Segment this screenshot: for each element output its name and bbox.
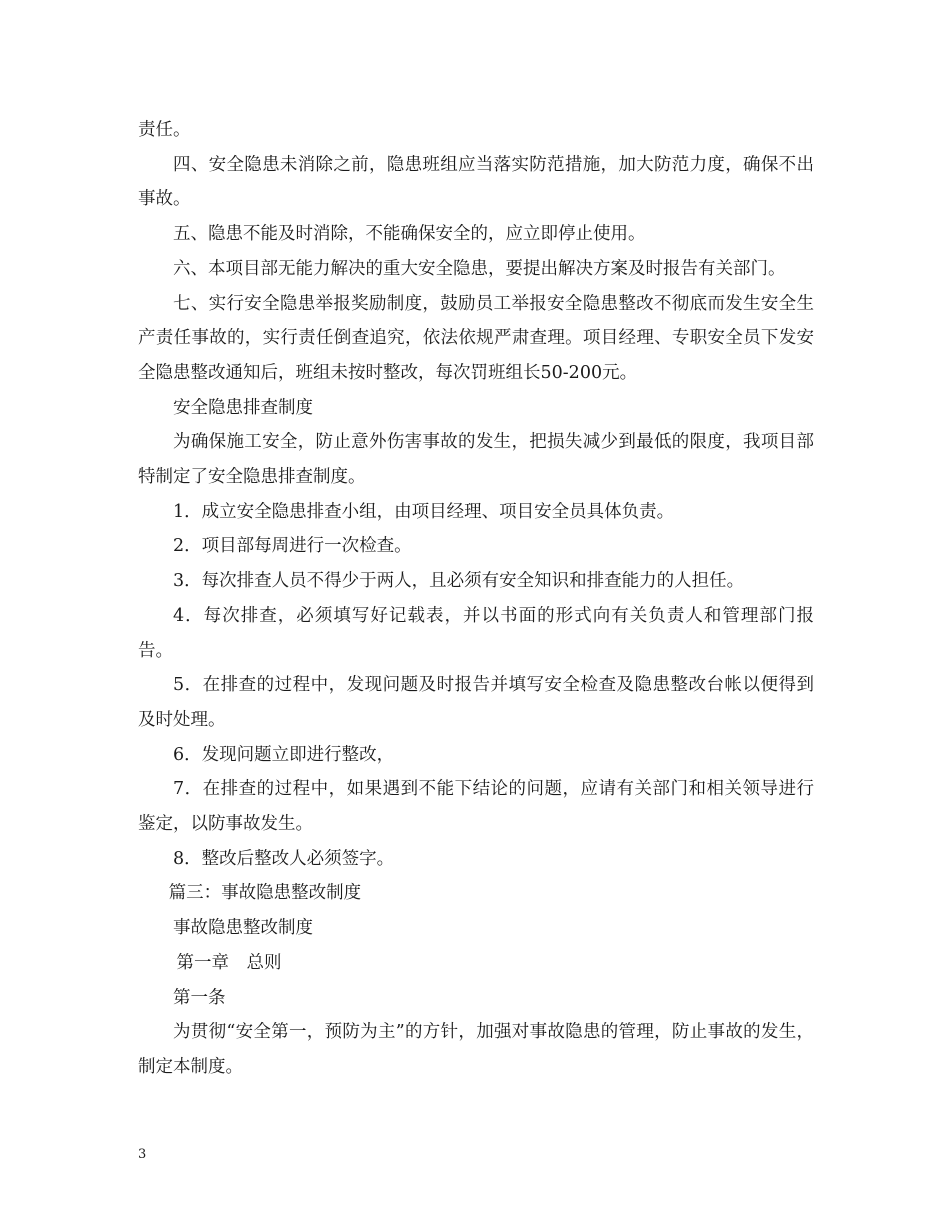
paragraph-3: 五、隐患不能及时消除，不能确保安全的，应立即停止使用。 xyxy=(173,224,646,245)
chapter-title-general: 第一章 总则 xyxy=(176,952,282,973)
list-item-8: 8．整改后整改人必须签字。 xyxy=(173,848,395,869)
list-item-2: 2．项目部每周进行一次检查。 xyxy=(173,536,412,557)
page-number: 3 xyxy=(138,1147,147,1162)
document-body xyxy=(138,113,814,1085)
paragraph-7: 为确保施工安全，防止意外伤害事故的发生，把损失减少到最低的限度，我项目部特制定了安全隐患排查制度。 xyxy=(138,432,814,488)
chapter-heading-part-three: 篇三：事故隐患整改制度 xyxy=(168,883,362,904)
list-item-3: 3．每次排查人员不得少于两人，且必须有安全知识和排查能力的人担任。 xyxy=(173,571,745,592)
list-item-4: 4．每次排查，必须填写好记载表，并以书面的形式向有关负责人和管理部门报告。 xyxy=(138,605,814,661)
section-heading-hazard-inspection: 安全隐患排查制度 xyxy=(173,397,313,418)
article-heading-1: 第一条 xyxy=(173,987,226,1008)
paragraph-4: 六、本项目部无能力解决的重大安全隐患，要提出解决方案及时报告有关部门。 xyxy=(173,258,786,279)
paragraph-2: 四、安全隐患未消除之前，隐患班组应当落实防范措施，加大防范力度，确保不出事故。 xyxy=(138,154,814,210)
list-item-1: 1．成立安全隐患排查小组，由项目经理、项目安全员具体负责。 xyxy=(173,501,675,522)
article-1-body: 为贯彻“安全第一，预防为主”的方针，加强对事故隐患的管理，防止事故的发生，制定本制度。 xyxy=(138,1022,814,1077)
paragraph-5: 七、实行安全隐患举报奖励制度，鼓励员工举报安全隐患整改不彻底而发生安全生产责任事故的，实行责任倒查追究，依法依规严肃查理。项目经理、专职安全员下发安全隐患整改通知后，班组未按时整改，每次罚班组长50-200元。 xyxy=(138,293,814,383)
list-item-5: 5．在排查的过程中，发现问题及时报告并填写安全检查及隐患整改台帐以便得到及时处理。 xyxy=(138,675,814,730)
list-item-7: 7．在排查的过程中，如果遇到不能下结论的问题，应请有关部门和相关领导进行鉴定，以防事故发生。 xyxy=(138,779,814,835)
paragraph-1: 责任。 xyxy=(138,120,191,140)
section-heading-rectification: 事故隐患整改制度 xyxy=(173,918,313,939)
list-item-6: 6．发现问题立即进行整改， xyxy=(173,744,395,765)
